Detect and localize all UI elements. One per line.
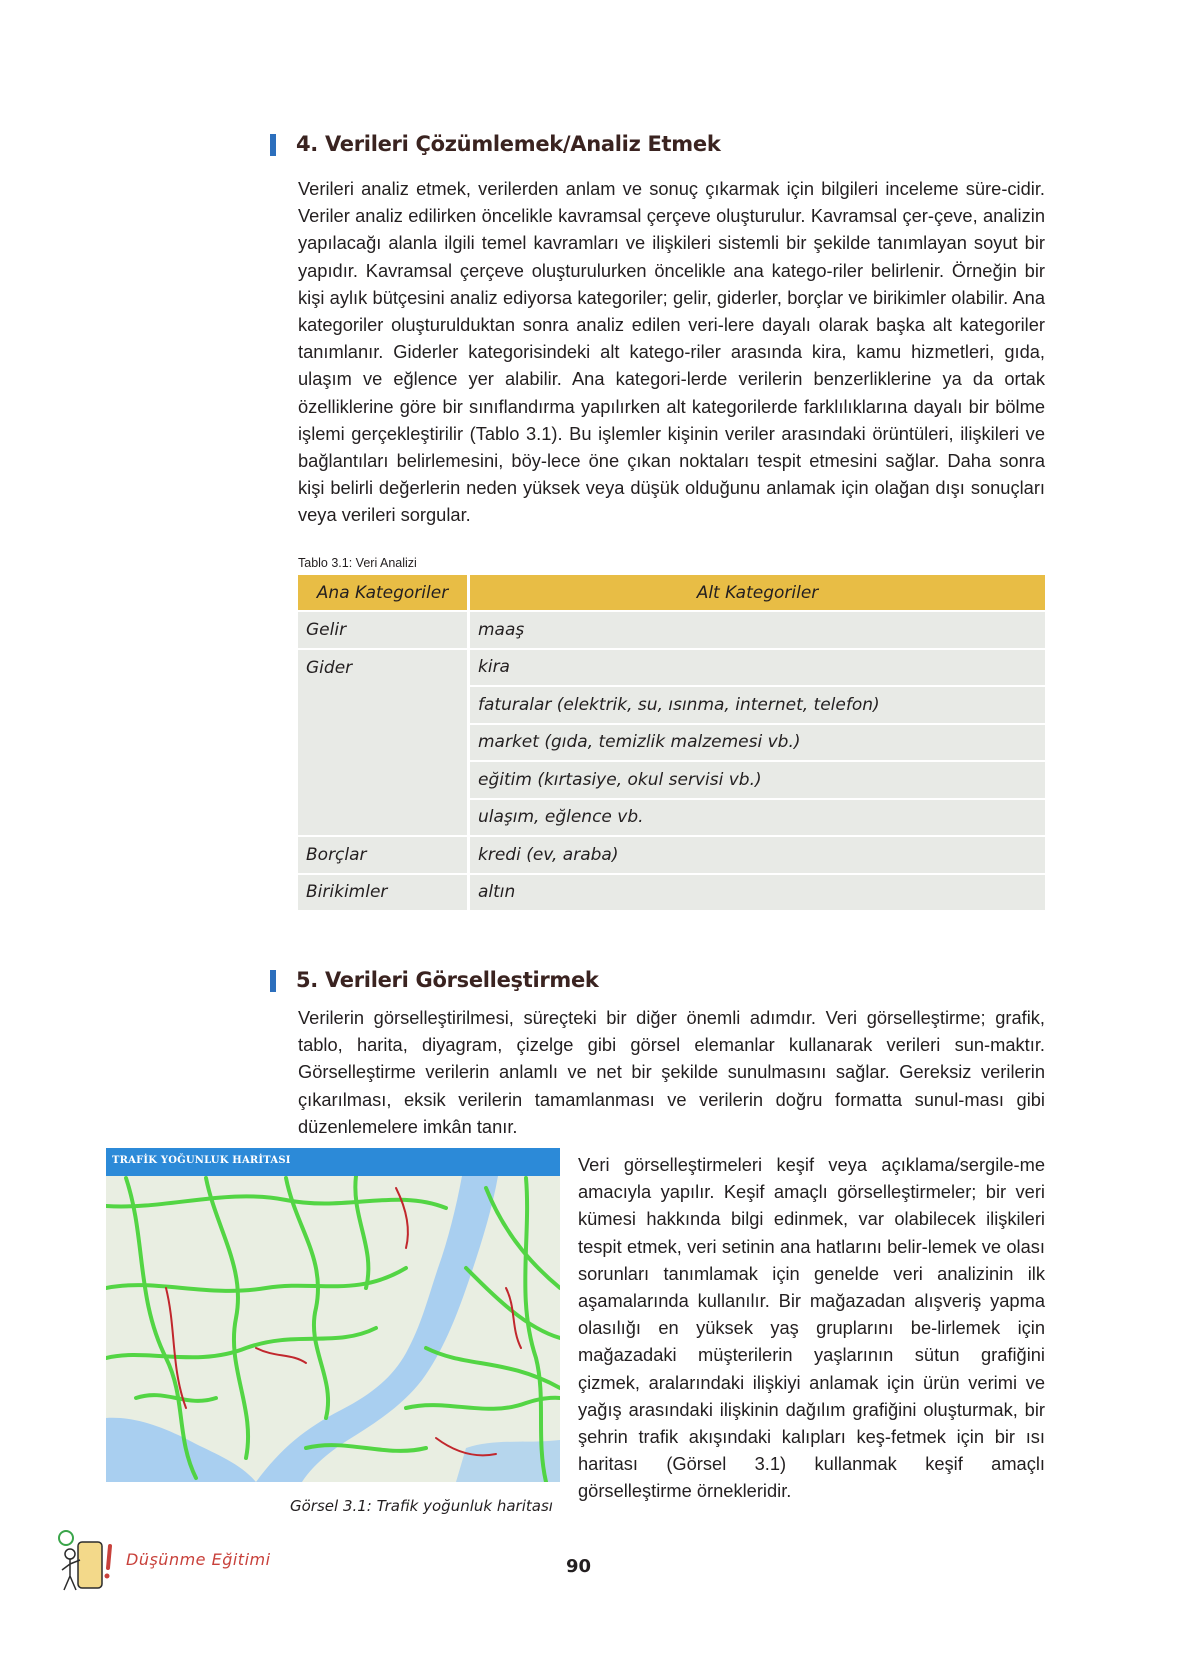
table-cell-main: Borçlar xyxy=(298,837,470,875)
table-row xyxy=(298,612,1045,650)
table-header-main: Ana Kategoriler xyxy=(298,575,470,612)
section-4-title: 4. Verileri Çözümlemek/Analiz Etmek xyxy=(296,132,721,156)
section-5-title: 5. Verileri Görselleştirmek xyxy=(296,968,599,992)
table-cell-sub: altın xyxy=(470,875,1045,913)
table-caption: Tablo 3.1: Veri Analizi xyxy=(298,556,417,570)
page-number: 90 xyxy=(566,1556,592,1577)
table-header-sub: Alt Kategoriler xyxy=(470,575,1045,612)
table-cell-sub: eğitim (kırtasiye, okul servisi vb.) xyxy=(470,762,1045,800)
section-4-paragraph: Verileri analiz etmek, verilerden anlam ve sonuç çıkarmak için bilgileri inceleme süre-cidir. Veriler analiz edilirken öncelikle kavramsal çerçeve oluşturulur. Kavramsal çer-çeve, analizin yapılacağı alanla ilgili temel kavramları ve ilişkileri sistemli bir şekilde tanımlayan soyut bir yapıdır. Kavramsal çerçeve oluşturulurken öncelikle ana katego-riler belirlenir. Örneğin bir kişi aylık bütçesini analiz ediyorsa kategoriler; gelir, giderler, borçlar ve birikimler olabilir. Ana kategoriler oluşturulduktan sonra analiz edilen veri-lere dayalı olarak başka alt kategoriler tanımlanır. Giderler kategorisindeki alt katego-riler arasında kira, kamu hizmetleri, gıda, ulaşım ve eğlence yer alabilir. Ana kategori-lerde verilerin benzerliklerine ya da ortak özelliklerine göre bir sınıflandırma yapılırken alt kategorilerde farklılıklarına dayalı bir bölme işlemi gerçekleştirilir (Tablo 3.1). Bu işlemler kişinin veriler arasındaki örüntüleri, ilişkileri ve bağlantıları belirlemesini, böy-lece öne çıkan noktaları tespit etmesini sağlar. Daha sonra kişi belirli değerlerin neden yüksek veya düşük olduğunu anlamak için olağan dışı sonuçları veya verileri sorgular. xyxy=(298,178,1045,526)
table-row xyxy=(298,650,1045,688)
table-cell-main: Gelir xyxy=(298,612,470,650)
section-marker xyxy=(270,970,276,992)
data-analysis-table xyxy=(298,575,1045,912)
traffic-density-map xyxy=(106,1148,560,1482)
table-cell-main: Gider xyxy=(298,650,470,838)
section-5-paragraph: Verilerin görselleştirilmesi, süreçteki bir diğer önemli adımdır. Veri görselleştirme; grafik, tablo, harita, diyagram, çizelge gibi görsel elemanlar kullanarak verileri sun-maktır. Görselleştirme verilerin anlamlı ve net bir şekilde sunulmasını sağlar. Gereksiz verilerin çıkarılması, eksik verilerin tamamlanması ve verilerin doğru formatta sunul-ması gibi düzenlemelere imkân tanır. xyxy=(298,1007,1045,1137)
map-title: TRAFİK YOĞUNLUK HARİTASI xyxy=(112,1155,291,1166)
table-cell-sub: market (gıda, temizlik malzemesi vb.) xyxy=(470,725,1045,763)
map-header xyxy=(106,1148,560,1176)
section-marker xyxy=(270,134,276,156)
thinking-mascot-icon xyxy=(56,1526,118,1592)
table-cell-main: Birikimler xyxy=(298,875,470,913)
table-cell-sub: kira xyxy=(470,650,1045,688)
table-cell-sub: maaş xyxy=(470,612,1045,650)
table-cell-sub: kredi (ev, araba) xyxy=(470,837,1045,875)
table-row xyxy=(298,837,1045,875)
table-cell-sub: faturalar (elektrik, su, ısınma, internet, telefon) xyxy=(470,687,1045,725)
section-5-side-paragraph: Veri görselleştirmeleri keşif veya açıklama/sergile-me amacıyla yapılır. Keşif amaçlı görselleştirmeler; bir veri kümesi hakkında bilgi edinmek, var olabilecek ilişkileri tespit etmek, veri setinin ana hatlarını belir-lemek ve olası sorunları tanımlamak için genelde veri analizinin ilk aşamalarında kullanılır. Bir mağazadan alışveriş yapma olasılığı en yüksek yaş gruplarını be-lirlemek için mağazadaki müşterilerin yaşlarının sütun grafiğini çizmek, aralarındaki ilişkiyi anlamak için ürün verimi ve yağış arasındaki ilişkinin dağılım grafiğini oluşturmak, bir şehrin trafik akışındaki kalıpları keş-fetmek için bir ısı haritası (Görsel 3.1) kullanmak keşif amaçlı görselleştirme örnekleridir. xyxy=(578,1154,1045,1502)
table-row xyxy=(298,875,1045,913)
footer-brand: Düşünme Eğitimi xyxy=(126,1550,271,1569)
map-graphic xyxy=(106,1148,560,1482)
figure-caption: Görsel 3.1: Trafik yoğunluk haritası xyxy=(290,1497,553,1515)
table-cell-sub: ulaşım, eğlence vb. xyxy=(470,800,1045,838)
